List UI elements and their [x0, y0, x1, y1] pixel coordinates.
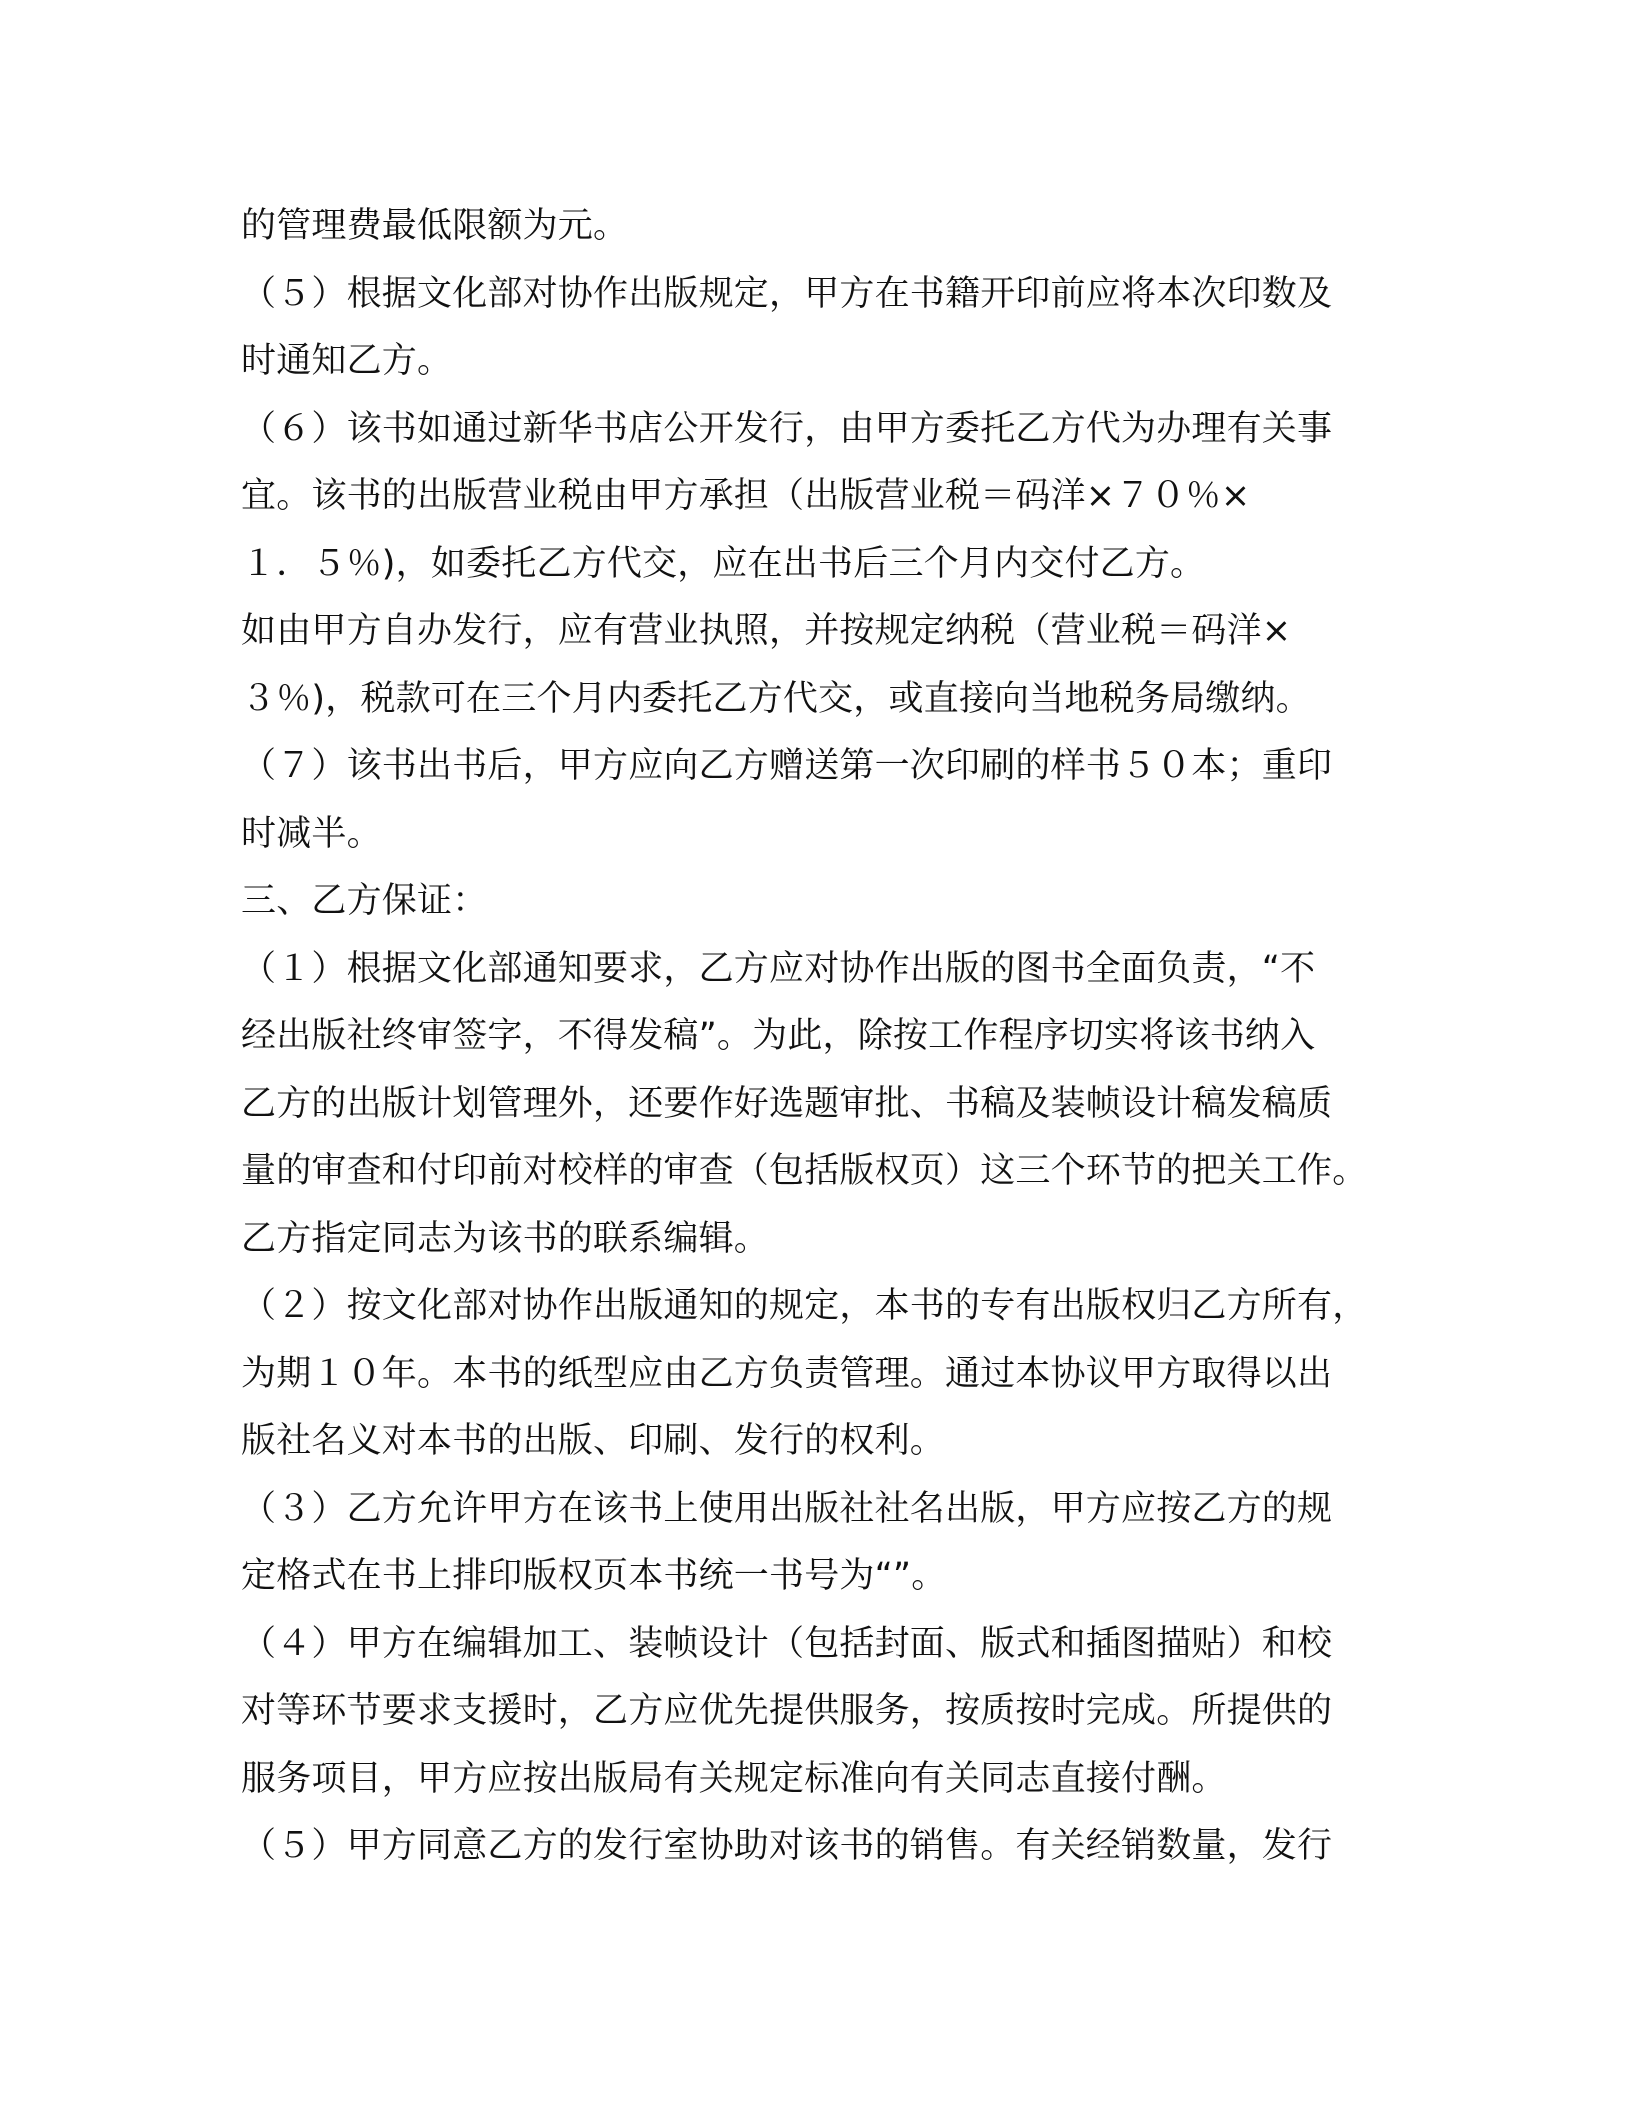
text-line: （７）该书出书后，甲方应向乙方赠送第一次印刷的样书５０本；重印	[241, 746, 1333, 786]
text-line: 的管理费最低限额为元。	[241, 206, 629, 246]
text-line: 时通知乙方。	[241, 341, 453, 381]
text-line: 乙方指定同志为该书的联系编辑。	[241, 1218, 770, 1259]
section-heading: 三、乙方保证：	[241, 881, 488, 921]
text-line: （５）根据文化部对协作出版规定，甲方在书籍开印前应将本次印数及	[241, 273, 1333, 314]
text-line: （３）乙方允许甲方在该书上使用出版社社名出版，甲方应按乙方的规	[241, 1488, 1333, 1529]
text-line: 为期１０年。本书的纸型应由乙方负责管理。通过本协议甲方取得以出	[241, 1353, 1333, 1394]
text-line: 对等环节要求支援时，乙方应优先提供服务，按质按时完成。所提供的	[241, 1691, 1333, 1731]
text-line: 版社名义对本书的出版、印刷、发行的权利。	[241, 1421, 946, 1461]
text-line: （６）该书如通过新华书店公开发行，由甲方委托乙方代为办理有关事	[241, 408, 1333, 449]
text-line: 乙方的出版计划管理外，还要作好选题审批、书稿及装帧设计稿发稿质	[241, 1083, 1333, 1124]
text-line: （１）根据文化部通知要求，乙方应对协作出版的图书全面负责，“不	[241, 948, 1316, 989]
text-line: （２）按文化部对协作出版通知的规定，本书的专有出版权归乙方所有，	[241, 1286, 1368, 1326]
text-line: 量的审查和付印前对校样的审查（包括版权页）这三个环节的把关工作。	[241, 1151, 1368, 1191]
text-line: 定格式在书上排印版权页本书统一书号为“”。	[241, 1556, 947, 1596]
document-body	[241, 193, 1401, 1881]
text-line: （４）甲方在编辑加工、装帧设计（包括封面、版式和插图描贴）和校	[241, 1623, 1333, 1664]
text-line: ３％)，税款可在三个月内委托乙方代交，或直接向当地税务局缴纳。	[241, 678, 1311, 719]
text-line: （５）甲方同意乙方的发行室协助对该书的销售。有关经销数量，发行	[241, 1826, 1333, 1866]
text-line: 服务项目，甲方应按出版局有关规定标准向有关同志直接付酬。	[241, 1758, 1227, 1799]
text-line: 如由甲方自办发行，应有营业执照，并按规定纳税（营业税＝码洋×	[241, 611, 1292, 651]
text-line: 宜。该书的出版营业税由甲方承担（出版营业税＝码洋×７０％×	[241, 476, 1251, 516]
text-line: 经出版社终审签字，不得发稿”。为此，除按工作程序切实将该书纳入	[241, 1016, 1316, 1056]
text-line: 时减半。	[241, 813, 382, 854]
text-line: １．５％)，如委托乙方代交，应在出书后三个月内交付乙方。	[241, 543, 1206, 584]
